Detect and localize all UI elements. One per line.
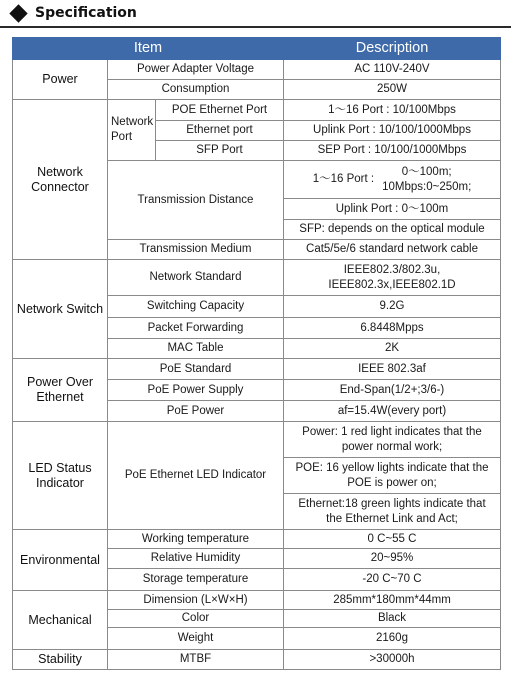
item-cell: Switching Capacity (108, 296, 284, 318)
item-cell: SFP Port (156, 141, 284, 161)
table-row (13, 650, 501, 670)
table-row (13, 260, 501, 296)
item-cell: Working temperature (108, 530, 284, 549)
category-led-status-indicator: LED Status Indicator (13, 422, 108, 530)
item-cell: Ethernet port (156, 121, 284, 141)
category-power-over-ethernet: Power Over Ethernet (13, 359, 108, 422)
item-cell: Network Standard (108, 260, 284, 296)
led-poe-line1: POE: 16 yellow lights indicate that the (295, 461, 489, 474)
item-cell: Transmission Distance (108, 161, 284, 240)
item-cell: MTBF (108, 650, 284, 670)
section-header (10, 2, 137, 24)
standard-line2: IEEE802.3x,IEEE802.1D (328, 278, 456, 291)
item-cell: Dimension (L×W×H) (108, 591, 284, 610)
table-row (13, 530, 501, 549)
value-cell: Cat5/5e/6 standard network cable (284, 240, 501, 260)
value-cell: IEEE 802.3af (284, 359, 501, 380)
value-cell: 0 C~55 C (284, 530, 501, 549)
diamond-bullet-icon (9, 4, 27, 22)
transmission-line1: 0～100m; (401, 165, 452, 178)
value-cell: 250W (284, 80, 501, 100)
value-cell: 9.2G (284, 296, 501, 318)
led-ethernet-line2: the Ethernet Link and Act; (326, 512, 458, 525)
value-cell: 6.8448Mpps (284, 318, 501, 339)
table-row (13, 100, 501, 121)
item-cell: Relative Humidity (108, 549, 284, 569)
value-cell-led-poe (284, 458, 501, 494)
category-environmental: Environmental (13, 530, 108, 591)
item-cell: Power Adapter Voltage (108, 60, 284, 80)
value-cell: Black (284, 610, 501, 628)
table-header-row (13, 38, 501, 60)
value-cell: 1～16 Port : 10/100Mbps (284, 100, 501, 121)
section-title: Specification (35, 5, 137, 21)
led-power-line1: Power: 1 red light indicates that the (302, 425, 482, 438)
transmission-prefix: 1～16 Port : (312, 173, 375, 185)
item-cell: Color (108, 610, 284, 628)
value-cell-network-standard (284, 260, 501, 296)
value-cell: Uplink Port : 0～100m (284, 199, 501, 220)
category-power: Power (13, 60, 108, 100)
item-cell: PoE Ethernet LED Indicator (108, 422, 284, 530)
value-cell: >30000h (284, 650, 501, 670)
item-cell: MAC Table (108, 339, 284, 359)
value-cell: End-Span(1/2+;3/6-) (284, 380, 501, 401)
value-cell: 2160g (284, 628, 501, 650)
standard-line1: IEEE802.3/802.3u, (343, 263, 441, 276)
item-cell: Weight (108, 628, 284, 650)
value-cell: af=15.4W(every port) (284, 401, 501, 422)
value-cell: -20 C~70 C (284, 569, 501, 591)
value-cell: Uplink Port : 10/100/1000Mbps (284, 121, 501, 141)
value-cell-transmission-ports (284, 161, 501, 199)
item-cell: POE Ethernet Port (156, 100, 284, 121)
value-cell-led-ethernet (284, 494, 501, 530)
subgroup-network-port: Network Port (108, 100, 156, 161)
table-row (13, 591, 501, 610)
item-cell: PoE Standard (108, 359, 284, 380)
column-header-item: Item (13, 38, 284, 60)
item-cell: Packet Forwarding (108, 318, 284, 339)
spec-table (12, 37, 501, 670)
value-cell-led-power (284, 422, 501, 458)
value-cell: SFP: depends on the optical module (284, 220, 501, 240)
value-cell: AC 110V-240V (284, 60, 501, 80)
table-row (13, 359, 501, 380)
led-power-line2: power normal work; (341, 440, 443, 453)
value-cell: 285mm*180mm*44mm (284, 591, 501, 610)
led-ethernet-line1: Ethernet:18 green lights indicate that (298, 497, 486, 510)
value-cell: 20~95% (284, 549, 501, 569)
led-poe-line2: POE is power on; (347, 476, 437, 489)
item-cell: Transmission Medium (108, 240, 284, 260)
value-cell: 2K (284, 339, 501, 359)
category-mechanical: Mechanical (13, 591, 108, 650)
table-row (13, 422, 501, 458)
transmission-line2: 10Mbps:0~250m; (382, 180, 472, 193)
item-cell: Storage temperature (108, 569, 284, 591)
item-cell: PoE Power (108, 401, 284, 422)
category-network-connector: Network Connector (13, 100, 108, 260)
table-row (13, 60, 501, 80)
item-cell: Consumption (108, 80, 284, 100)
category-network-switch: Network Switch (13, 260, 108, 359)
item-cell: PoE Power Supply (108, 380, 284, 401)
category-stability: Stability (13, 650, 108, 670)
header-divider (0, 26, 511, 28)
column-header-description: Description (284, 38, 501, 60)
value-cell: SEP Port : 10/100/1000Mbps (284, 141, 501, 161)
